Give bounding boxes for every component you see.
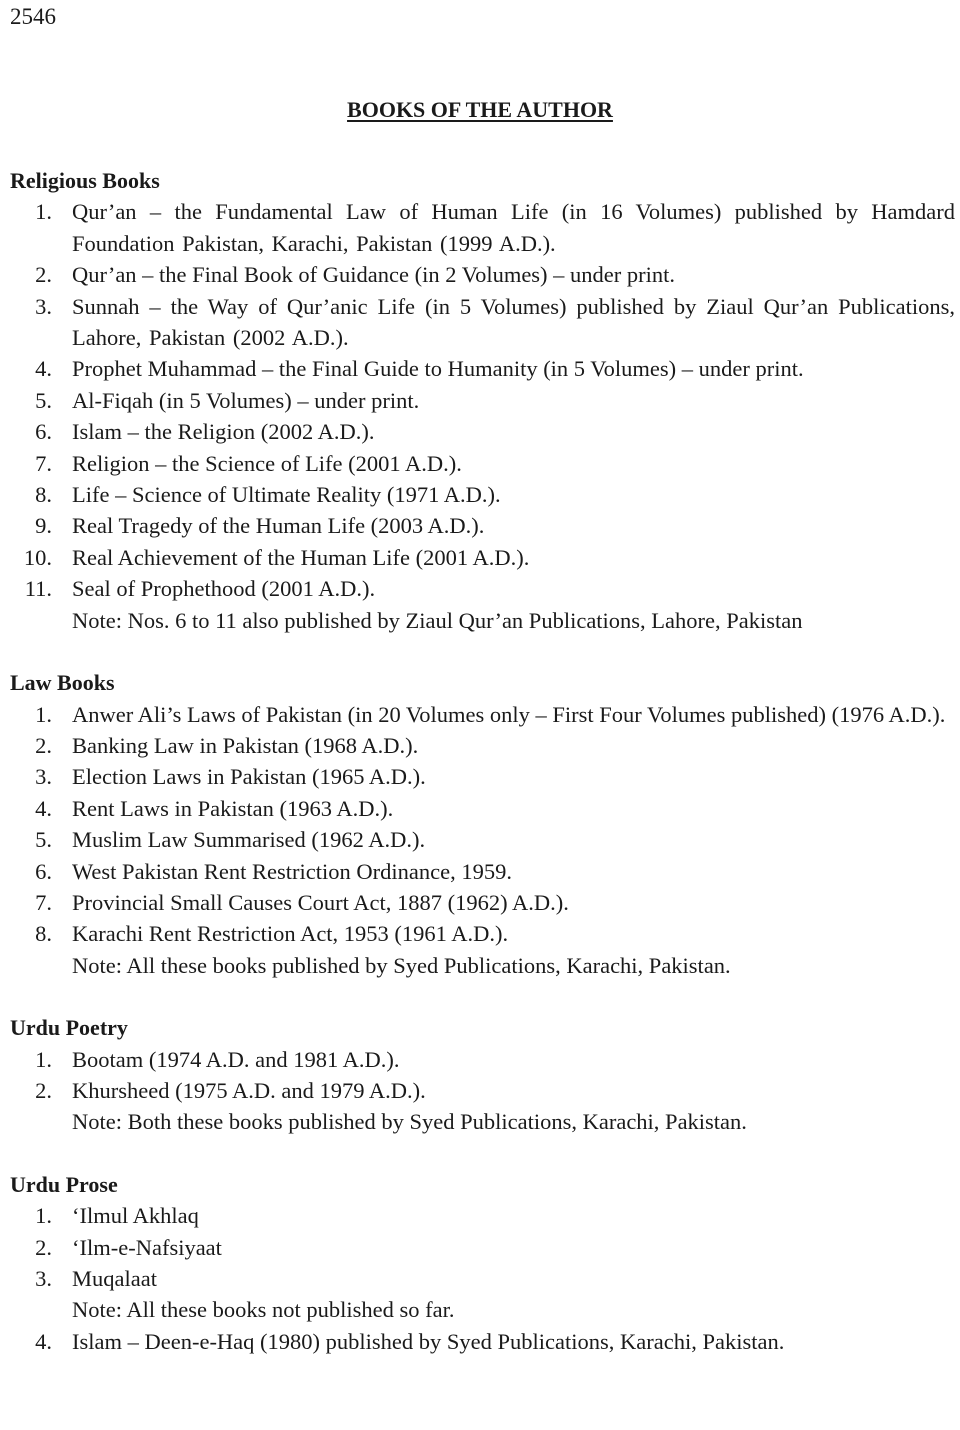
item-number: 3. [35,764,52,790]
item-text: Real Achievement of the Human Life (2001 A.D.). [72,544,530,570]
item-text: Provincial Small Causes Court Act, 1887 (1962) A.D.). [72,889,569,915]
list-item [10,918,955,949]
list-item [10,353,955,384]
item-text: Karachi Rent Restriction Act, 1953 (1961 A.D.). [72,921,509,947]
list-item [10,196,955,259]
item-number: 4. [35,795,52,821]
list-item [10,291,955,354]
list-item [10,1075,955,1106]
section-urdu-prose [10,1169,955,1357]
item-text: Seal of Prophethood (2001 A.D.). [72,576,376,602]
item-text: Religion – the Science of Life (2001 A.D.). [72,450,462,476]
item-number: 1. [35,1046,52,1072]
section-note: Note: Both these books published by Syed Publications, Karachi, Pakistan. [72,1109,747,1135]
item-number: 5. [35,827,52,853]
section-urdu-poetry [10,1012,955,1138]
item-number: 4. [35,1328,52,1354]
list-item [10,510,955,541]
item-text: Khursheed (1975 A.D. and 1979 A.D.). [72,1077,426,1103]
section-heading: Religious Books [10,168,160,193]
section-heading: Law Books [10,670,115,696]
item-number: 1. [35,701,52,727]
item-number: 2. [35,1077,52,1103]
item-text: Islam – the Religion (2002 A.D.). [72,419,375,445]
list-item [10,542,955,573]
item-text: ‘Ilmul Akhlaq [72,1203,199,1229]
page-number: 2546 [10,4,56,29]
list-item [10,887,955,918]
list-item [10,1232,955,1263]
section-law-books [10,667,955,981]
page-title: BOOKS OF THE AUTHOR [347,97,613,122]
item-number: 3. [35,1266,52,1291]
item-text: ‘Ilm-e-Nafsiyaat [72,1234,222,1260]
item-number: 2. [35,732,52,758]
list-item [10,1326,955,1357]
section-religious-books [10,165,955,636]
section-note: Note: All these books not published so far. [72,1297,455,1323]
item-number: 3. [35,293,52,319]
section-note: Note: All these books published by Syed Publications, Karachi, Pakistan. [72,952,731,978]
item-number: 7. [35,450,52,476]
item-number: 4. [35,356,52,382]
item-number: 6. [35,419,52,445]
section-heading: Urdu Prose [10,1171,118,1197]
item-text: Qur’an – the Fundamental Law of Human Life (in 16 Volumes) published by Hamdard Foundation Pakistan, Karachi, Pakistan (1999 A.D.). [72,199,955,256]
item-number: 1. [35,1203,52,1229]
item-text: Life – Science of Ultimate Reality (1971 A.D.). [72,482,501,508]
item-number: 2. [35,1234,52,1260]
list-item [10,730,955,761]
list-item [10,699,955,730]
item-text: Sunnah – the Way of Qur’anic Life (in 5 Volumes) published by Ziaul Qur’an Publications, Lahore, Pakistan (2002 A.D.). [72,293,955,351]
item-number: 5. [35,387,52,413]
item-number: 1. [35,199,52,225]
list-item [10,856,955,887]
list-item [10,448,955,479]
item-text: Rent Laws in Pakistan (1963 A.D.). [72,795,394,821]
list-item [10,1044,955,1075]
item-text: Bootam (1974 A.D. and 1981 A.D.). [72,1046,400,1072]
item-text: Muslim Law Summarised (1962 A.D.). [72,827,426,853]
list-item [10,259,955,290]
item-text: Qur’an – the Final Book of Guidance (in 2 Volumes) – under print. [72,262,676,288]
item-number: 8. [35,482,52,508]
list-item [10,793,955,824]
item-number: 2. [35,262,52,288]
list-item [10,824,955,855]
item-number: 9. [35,513,52,539]
list-item [10,761,955,792]
item-text: Anwer Ali’s Laws of Pakistan (in 20 Volumes only – First Four Volumes published) (1976 A.D.). [72,701,946,727]
section-note: Note: Nos. 6 to 11 also published by Ziaul Qur’an Publications, Lahore, Pakistan [72,607,803,633]
item-number: 10. [23,544,52,570]
item-text: Muqalaat [72,1266,157,1291]
list-item [10,1200,955,1231]
item-text: Al-Fiqah (in 5 Volumes) – under print. [72,387,420,413]
list-item [10,479,955,510]
section-heading: Urdu Poetry [10,1015,128,1041]
item-text: West Pakistan Rent Restriction Ordinance, 1959. [72,858,512,884]
list-item [10,385,955,416]
item-number: 6. [35,858,52,884]
item-text: Banking Law in Pakistan (1968 A.D.). [72,732,419,758]
item-text: Prophet Muhammad – the Final Guide to Humanity (in 5 Volumes) – under print. [72,356,804,382]
list-item [10,1263,955,1294]
item-number: 7. [35,889,52,915]
item-number: 11. [24,576,52,602]
item-text: Election Laws in Pakistan (1965 A.D.). [72,764,426,790]
list-item [10,573,955,604]
list-item [10,416,955,447]
item-number: 8. [35,921,52,947]
book-list [10,165,955,1388]
item-text: Islam – Deen-e-Haq (1980) published by Syed Publications, Karachi, Pakistan. [72,1328,785,1354]
item-text: Real Tragedy of the Human Life (2003 A.D.). [72,513,485,539]
